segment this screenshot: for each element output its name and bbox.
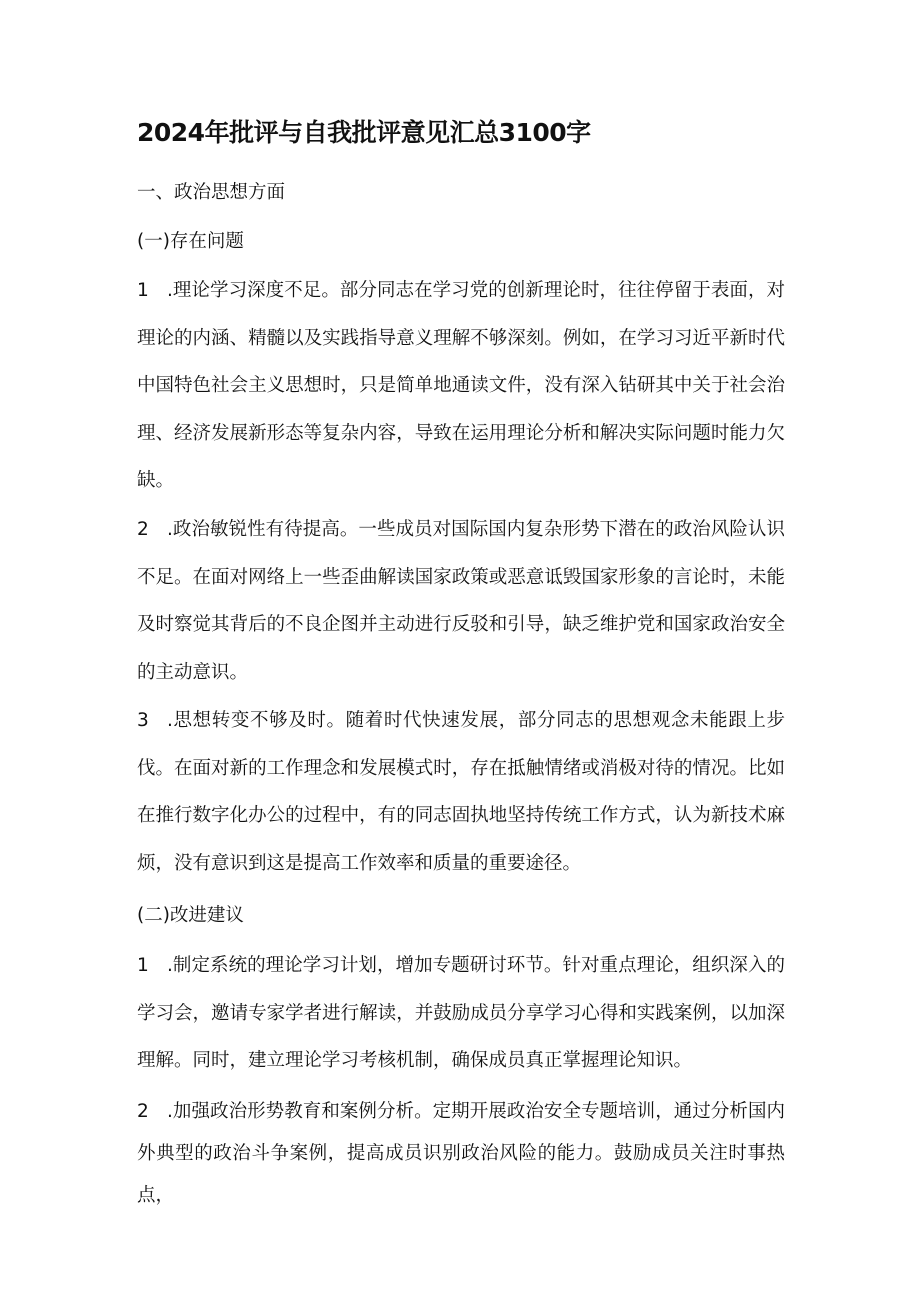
- document-title: 2024年批评与自我批评意见汇总3100字: [137, 118, 591, 147]
- paragraph-number: 3: [137, 710, 149, 731]
- subsection-heading-suggestions: (二)改进建议: [137, 905, 244, 926]
- paragraph-text: .政治敏锐性有待提高。一些成员对国际国内复杂形势下潜在的政治风险认识不足。在面对网络上一些歪曲解读国家政策或恶意诋毁国家形象的言论时，未能及时察觉其背后的不良企图并主动进行反驳和引导，缺乏维护党和国家政治安全的主动意识。: [137, 519, 785, 683]
- section-heading-political-thought: 一、政治思想方面: [137, 182, 286, 203]
- paragraph-text: .加强政治形势教育和案例分析。定期开展政治安全专题培训，通过分析国内外典型的政治斗争案例，提高成员识别政治风险的能力。鼓励成员关注时事热点，: [137, 1101, 785, 1206]
- subsection-heading-problems: (一)存在问题: [137, 231, 244, 252]
- suggestion-paragraph-2: [137, 1091, 785, 1217]
- problem-paragraph-1: [137, 267, 785, 505]
- paragraph-number: 1: [137, 280, 149, 301]
- paragraph-number: 1: [137, 955, 149, 976]
- paragraph-number: 2: [137, 519, 149, 540]
- paragraph-number: 2: [137, 1101, 149, 1122]
- problem-paragraph-2: [137, 506, 785, 696]
- problem-paragraph-3: [137, 697, 785, 887]
- suggestion-paragraph-1: [137, 942, 785, 1085]
- paragraph-text: .制定系统的理论学习计划，增加专题研讨环节。针对重点理论，组织深入的学习会，邀请专家学者进行解读，并鼓励成员分享学习心得和实践案例，以加深理解。同时，建立理论学习考核机制，确保成员真正掌握理论知识。: [137, 955, 785, 1071]
- paragraph-text: .理论学习深度不足。部分同志在学习党的创新理论时，往往停留于表面，对理论的内涵、精髓以及实践指导意义理解不够深刻。例如，在学习习近平新时代中国特色社会主义思想时，只是简单地通读文件，没有深入钻研其中关于社会治理、经济发展新形态等复杂内容，导致在运用理论分析和解决实际问题时能力欠缺。: [137, 280, 785, 491]
- paragraph-text: .思想转变不够及时。随着时代快速发展，部分同志的思想观念未能跟上步伐。在面对新的工作理念和发展模式时，存在抵触情绪或消极对待的情况。比如在推行数字化办公的过程中，有的同志固执地坚持传统工作方式，认为新技术麻烦，没有意识到这是提高工作效率和质量的重要途径。: [137, 710, 785, 874]
